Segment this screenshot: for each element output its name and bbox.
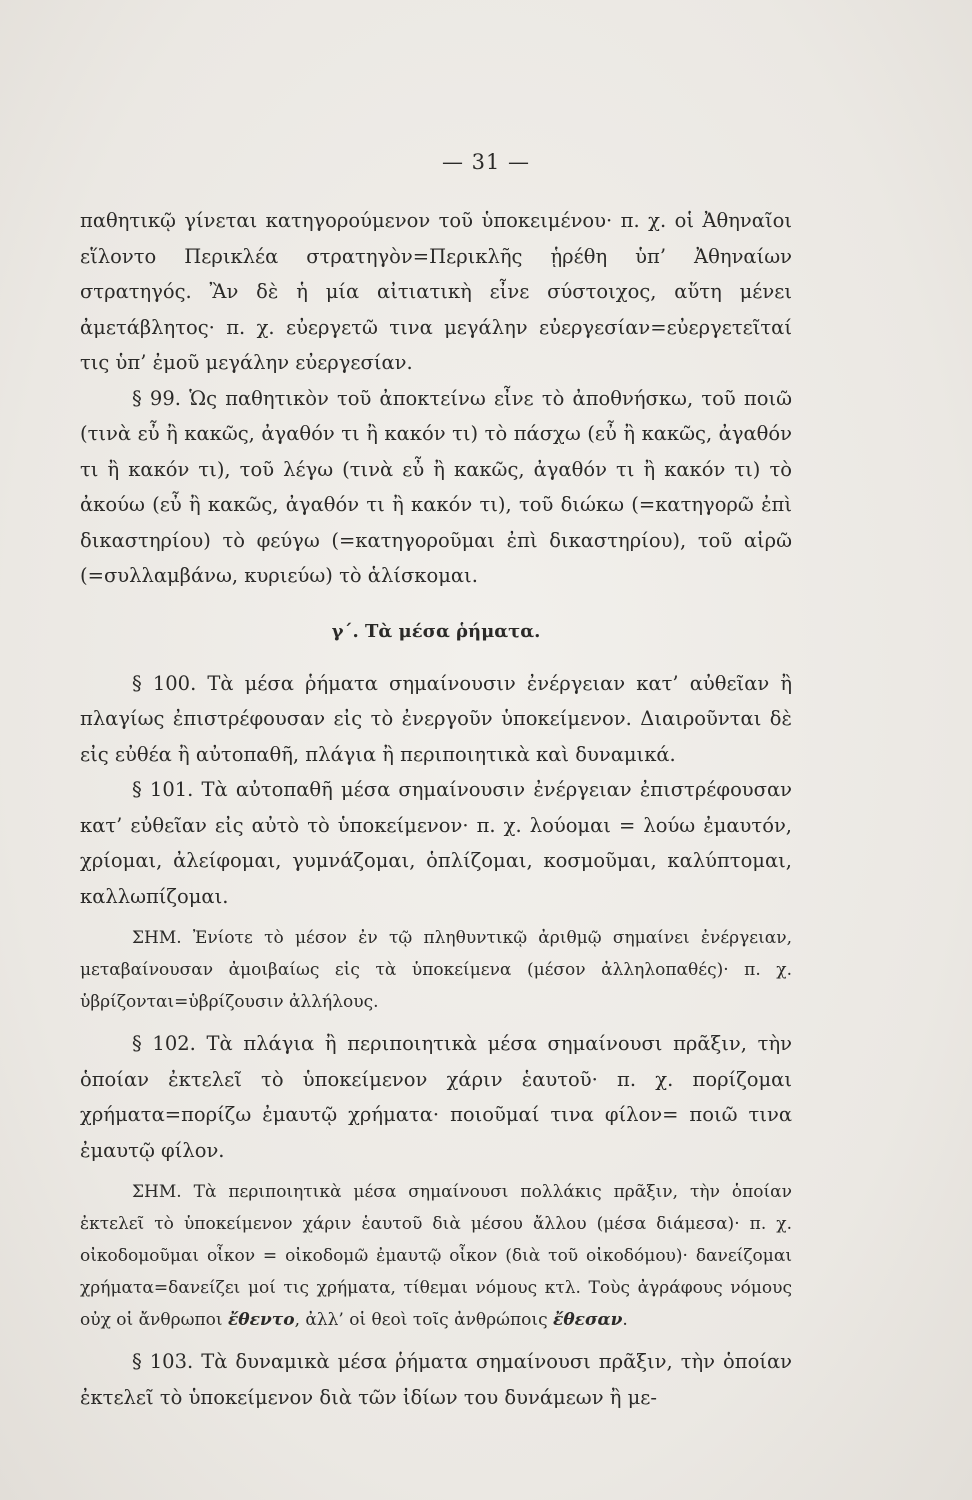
note-2-text-2: , ἀλλ’ οἱ θεοὶ τοῖς ἀνθρώποις	[294, 1310, 548, 1330]
paragraph-99: § 99. Ὡς παθητικὸν τοῦ ἀποκτείνω εἶνε τὸ ἀποθνήσκω, τοῦ ποιῶ (τινὰ εὖ ἢ κακῶς, ἀγαθόν τι ἢ κακόν τι) τὸ πάσχω (εὖ ἢ κακῶς, ἀγαθόν τι ἢ κακόν τι), τοῦ λέγω (τινὰ εὖ ἢ κακῶς, ἀγαθόν τι ἢ κακόν τι) τὸ ἀκούω (εὖ ἢ κακῶς, ἀγαθόν τι ἢ κακόν τι), τοῦ διώκω (=κατηγορῶ ἐπὶ δικαστηρίου) τὸ φεύγω (=κατηγοροῦμαι ἐπὶ δικαστηρίου), τοῦ αἱρῶ (=συλλαμβάνω, κυριεύω) τὸ ἁλίσκομαι.	[80, 386, 792, 587]
paragraph-103: § 103. Τὰ δυναμικὰ μέσα ῥήματα σημαίνουσι πρᾶξιν, τὴν ὁποίαν ἐκτελεῖ τὸ ὑποκείμενον διὰ τῶν ἰδίων του δυνάμεων ἢ με-	[80, 1350, 792, 1409]
section-heading: γ΄. Τὰ μέσα ῥήματα.	[331, 620, 541, 642]
note-2-text: ΣΗΜ. Τὰ περιποιητικὰ μέσα σημαίνουσι πολλάκις πρᾶξιν, τὴν ὁποίαν ἐκτελεῖ τὸ ὑποκείμενον χάριν ἑαυτοῦ διὰ μέσου ἄλλου (μέσα διάμεσα)· π. χ. οἰκοδομοῦμαι οἶκον = οἰκοδομῶ ἐμαυτῷ οἶκον (διὰ τοῦ οἰκοδόμου)· δανείζομαι χρήματα=δανείζει μοί τις χρήματα, τίθεμαι νόμους κτλ. Τοὺς ἀγράφους νόμους οὐχ οἱ ἄνθρωποι	[80, 1182, 792, 1330]
note-2-emph-2: ἔθεσαν	[553, 1310, 623, 1330]
note-2-end: .	[622, 1310, 628, 1330]
note-1: ΣΗΜ. Ἐνίοτε τὸ μέσον ἐν τῷ πληθυντικῷ ἀριθμῷ σημαίνει ἐνέργειαν, μεταβαίνουσαν ἀμοιβαίως εἰς τὰ ὑποκείμενα (μέσον ἀλληλοπαθές)· π. χ. ὑβρίζονται=ὑβρίζουσιν ἀλλήλους.	[80, 928, 792, 1012]
page-number: — 31 —	[441, 150, 531, 174]
paragraph-102: § 102. Τὰ πλάγια ἢ περιποιητικὰ μέσα σημαίνουσι πρᾶξιν, τὴν ὁποίαν ἐκτελεῖ τὸ ὑποκείμενον χάριν ἑαυτοῦ· π. χ. πορίζομαι χρήματα=πορίζω ἐμαυτῷ χρήματα· ποιοῦμαί τινα φίλον= ποιῶ τινα ἐμαυτῷ φίλον.	[80, 1032, 792, 1162]
page-body	[80, 203, 792, 1415]
paragraph-101: § 101. Τὰ αὐτοπαθῆ μέσα σημαίνουσιν ἐνέργειαν ἐπιστρέφουσαν κατ’ εὐθεῖαν εἰς αὐτὸ τὸ ὑποκείμενον· π. χ. λούομαι = λούω ἐμαυτόν, χρίομαι, ἀλείφομαι, γυμνάζομαι, ὁπλίζομαι, κοσμοῦμαι, καλύπτομαι, καλλωπίζομαι.	[80, 778, 792, 908]
paragraph-continued: παθητικῷ γίνεται κατηγορούμενον τοῦ ὑποκειμένου· π. χ. οἱ Ἀθηναῖοι εἵλοντο Περικλέα στρατηγὸν=Περικλῆς ᾑρέθη ὑπ’ Ἀθηναίων στρατηγός. Ἂν δὲ ἡ μία αἰτιατικὴ εἶνε σύστοιχος, αὕτη μένει ἀμετάβλητος· π. χ. εὐεργετῶ τινα μεγάλην εὐεργεσίαν=εὐεργετεῖταί τις ὑπ’ ἐμοῦ μεγάλην εὐεργεσίαν.	[80, 209, 792, 374]
note-2	[80, 1176, 792, 1336]
paragraph-100: § 100. Τὰ μέσα ῥήματα σημαίνουσιν ἐνέργειαν κατ’ αὐθεῖαν ἢ πλαγίως ἐπιστρέφουσαν εἰς τὸ ἐνεργοῦν ὑποκείμενον. Διαιροῦνται δὲ εἰς εὐθέα ἢ αὐτοπαθῆ, πλάγια ἢ περιποιητικὰ καὶ δυναμικά.	[80, 671, 792, 766]
note-2-emph-1: ἔθεντο	[227, 1310, 295, 1330]
